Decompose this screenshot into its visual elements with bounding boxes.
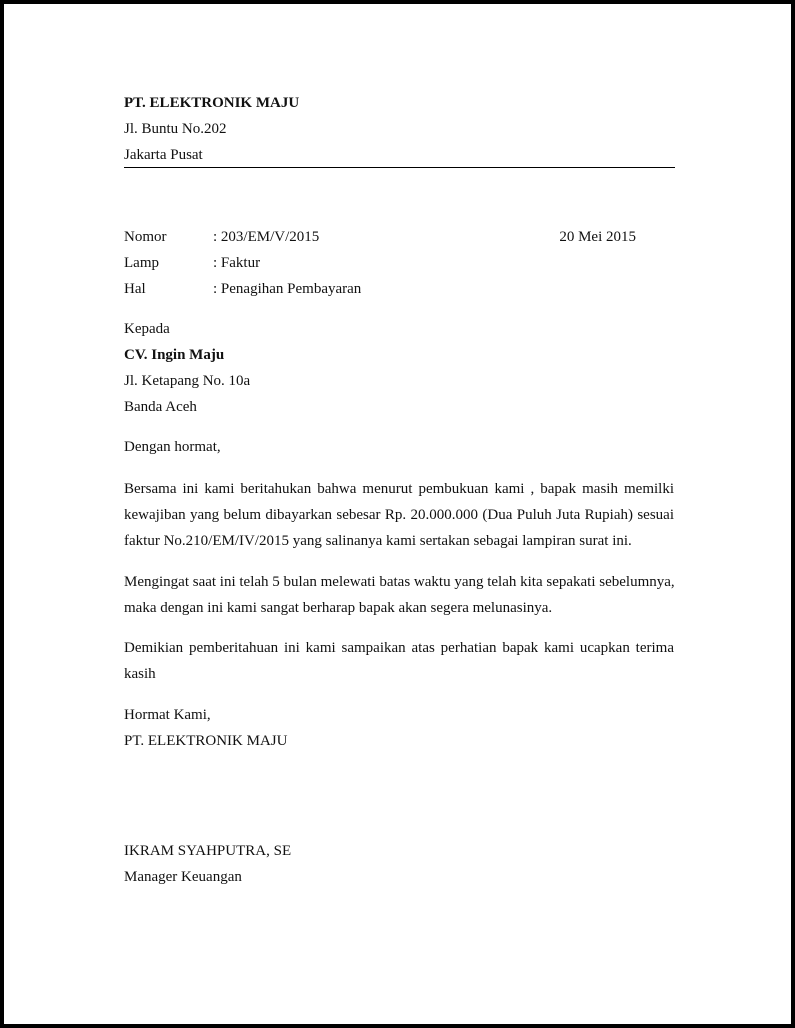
hal-value: : Penagihan Pembayaran — [213, 281, 362, 297]
closing-company: PT. ELEKTRONIK MAJU — [124, 733, 288, 749]
hal-label: Hal — [124, 281, 146, 297]
letter-date: 20 Mei 2015 — [559, 229, 636, 245]
salutation-block — [124, 434, 674, 460]
salutation: Dengan hormat, — [124, 439, 221, 455]
paragraph-line: Mengingat saat ini telah 5 bulan melewati batas waktu yang telah kita sepakati sebelumnya, — [124, 574, 675, 590]
recipient-address-line2: Banda Aceh — [124, 399, 197, 415]
signature-name: IKRAM SYAHPUTRA, SE — [124, 843, 292, 859]
letterhead-address-line2: Jakarta Pusat — [124, 147, 203, 163]
closing-hormat: Hormat Kami, — [124, 707, 211, 723]
nomor-value: : 203/EM/V/2015 — [213, 229, 320, 245]
letterhead-divider — [124, 167, 675, 168]
signature-block — [124, 838, 674, 890]
letterhead — [124, 90, 674, 168]
meta-row-nomor — [124, 224, 674, 250]
lamp-label: Lamp — [124, 255, 159, 271]
signature-title: Manager Keuangan — [124, 869, 242, 885]
recipient-block — [124, 316, 674, 420]
paragraph-line: maka dengan ini kami sangat berharap bapak akan segera melunasinya. — [124, 600, 553, 616]
nomor-label: Nomor — [124, 229, 167, 245]
paragraph-line: kasih — [124, 666, 156, 682]
recipient-kepada: Kepada — [124, 321, 170, 337]
letterhead-company: PT. ELEKTRONIK MAJU — [124, 95, 300, 111]
letter-meta — [124, 224, 674, 302]
lamp-value: : Faktur — [213, 255, 261, 271]
paragraph-2 — [124, 569, 674, 621]
meta-row-hal — [124, 276, 674, 302]
letterhead-address-line1: Jl. Buntu No.202 — [124, 121, 227, 137]
paragraph-line: Bersama ini kami beritahukan bahwa menurut pembukuan kami , bapak masih memilki — [124, 481, 674, 497]
paragraph-line: Demikian pemberitahuan ini kami sampaikan atas perhatian bapak kami ucapkan terima — [124, 640, 674, 656]
paragraph-line: faktur No.210/EM/IV/2015 yang salinanya kami sertakan sebagai lampiran surat ini. — [124, 533, 632, 549]
recipient-address-line1: Jl. Ketapang No. 10a — [124, 373, 251, 389]
paragraph-1 — [124, 476, 674, 554]
meta-row-lamp — [124, 250, 674, 276]
paragraph-3 — [124, 635, 674, 687]
recipient-name: CV. Ingin Maju — [124, 347, 225, 363]
closing-block — [124, 702, 674, 754]
paragraph-line: kewajiban yang belum dibayarkan sebesar Rp. 20.000.000 (Dua Puluh Juta Rupiah) sesuai — [124, 507, 674, 523]
